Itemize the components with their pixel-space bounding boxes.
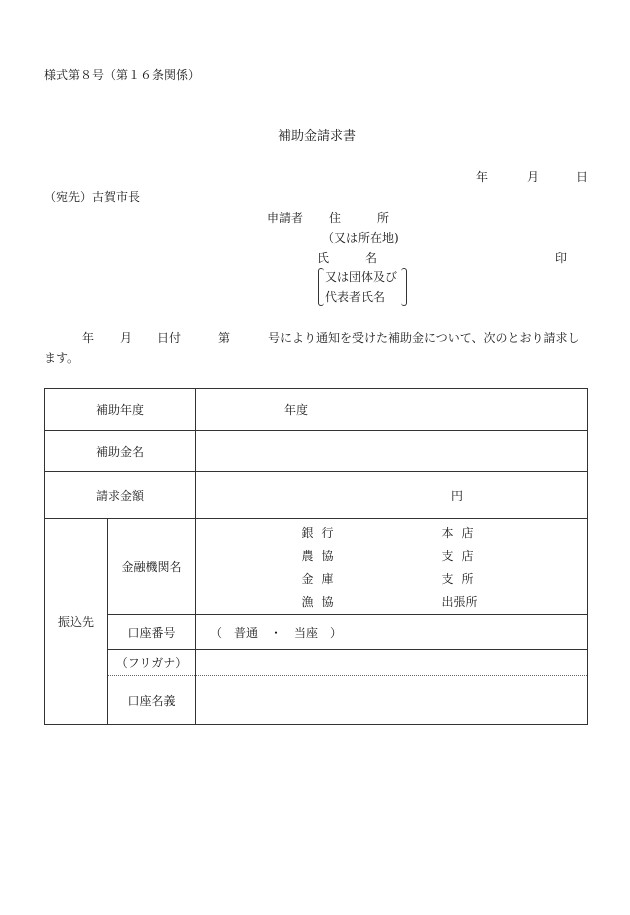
- left-bracket: [318, 268, 324, 306]
- date-year: 年: [476, 170, 489, 184]
- name-sub-label-1: 又は団体及び: [325, 270, 398, 284]
- subsidy-name-label: 補助金名: [45, 431, 196, 472]
- amount-field[interactable]: [196, 472, 588, 519]
- document-title: 補助金請求書: [278, 129, 357, 144]
- fiscal-year-label: 補助年度: [45, 389, 196, 431]
- branch-type-sub-branch: 支所: [441, 571, 482, 586]
- body-text-end: ます。: [44, 351, 80, 365]
- address-label: 住 所: [329, 211, 390, 225]
- institution-type-bank: 銀行: [301, 525, 342, 540]
- body-number-prefix: 第: [218, 331, 231, 345]
- account-type-choice: （ 普通 ・ 当座 ）: [210, 625, 343, 640]
- name-sub-label-2: 代表者氏名: [325, 290, 386, 304]
- amount-unit: 円: [451, 488, 464, 503]
- subsidy-name-row: [45, 431, 588, 472]
- date-day: 日: [576, 170, 589, 184]
- body-day: 日付: [157, 331, 182, 345]
- account-number-label: 口座番号: [108, 615, 196, 650]
- furigana-field[interactable]: [196, 650, 588, 676]
- name-label: 氏 名: [317, 251, 378, 265]
- body-month: 月: [120, 331, 133, 345]
- furigana-row: [45, 650, 588, 676]
- institution-label: 金融機関名: [108, 519, 196, 615]
- address-sub-label: （又は所在地): [322, 231, 399, 245]
- body-text: 号により通知を受けた補助金について、次のとおり請求し: [268, 331, 580, 345]
- institution-options: [196, 524, 587, 610]
- applicant-label: 申請者: [267, 211, 304, 225]
- branch-type-agency: 出張所: [441, 594, 478, 609]
- furigana-label: （フリガナ）: [108, 650, 196, 676]
- body-year: 年: [82, 331, 95, 345]
- form-number: 様式第８号（第１６条関係）: [44, 68, 201, 82]
- institution-row: [45, 519, 588, 615]
- account-holder-row: [45, 676, 588, 725]
- fiscal-year-field[interactable]: [196, 389, 588, 431]
- request-table: [44, 388, 588, 725]
- right-bracket: [401, 268, 407, 306]
- account-number-row: [45, 615, 588, 650]
- account-number-field[interactable]: [196, 615, 588, 650]
- institution-type-agri-coop: 農協: [301, 548, 342, 563]
- addressee: （宛先）古賀市長: [44, 190, 141, 204]
- seal-mark: 印: [555, 251, 568, 265]
- amount-label: 請求金額: [45, 472, 196, 519]
- transfer-label: 振込先: [45, 519, 108, 725]
- account-holder-field[interactable]: [196, 676, 588, 725]
- institution-field[interactable]: [196, 519, 588, 615]
- institution-type-fishery-coop: 漁協: [301, 594, 342, 609]
- branch-type-main: 本店: [441, 525, 482, 540]
- institution-type-credit-union: 金庫: [301, 571, 342, 586]
- branch-type-branch: 支店: [441, 548, 482, 563]
- amount-row: [45, 472, 588, 519]
- date-month: 月: [527, 170, 540, 184]
- fiscal-year-row: [45, 389, 588, 431]
- fiscal-year-unit: 年度: [284, 403, 309, 417]
- subsidy-name-field[interactable]: [196, 431, 588, 472]
- account-holder-label: 口座名義: [108, 676, 196, 725]
